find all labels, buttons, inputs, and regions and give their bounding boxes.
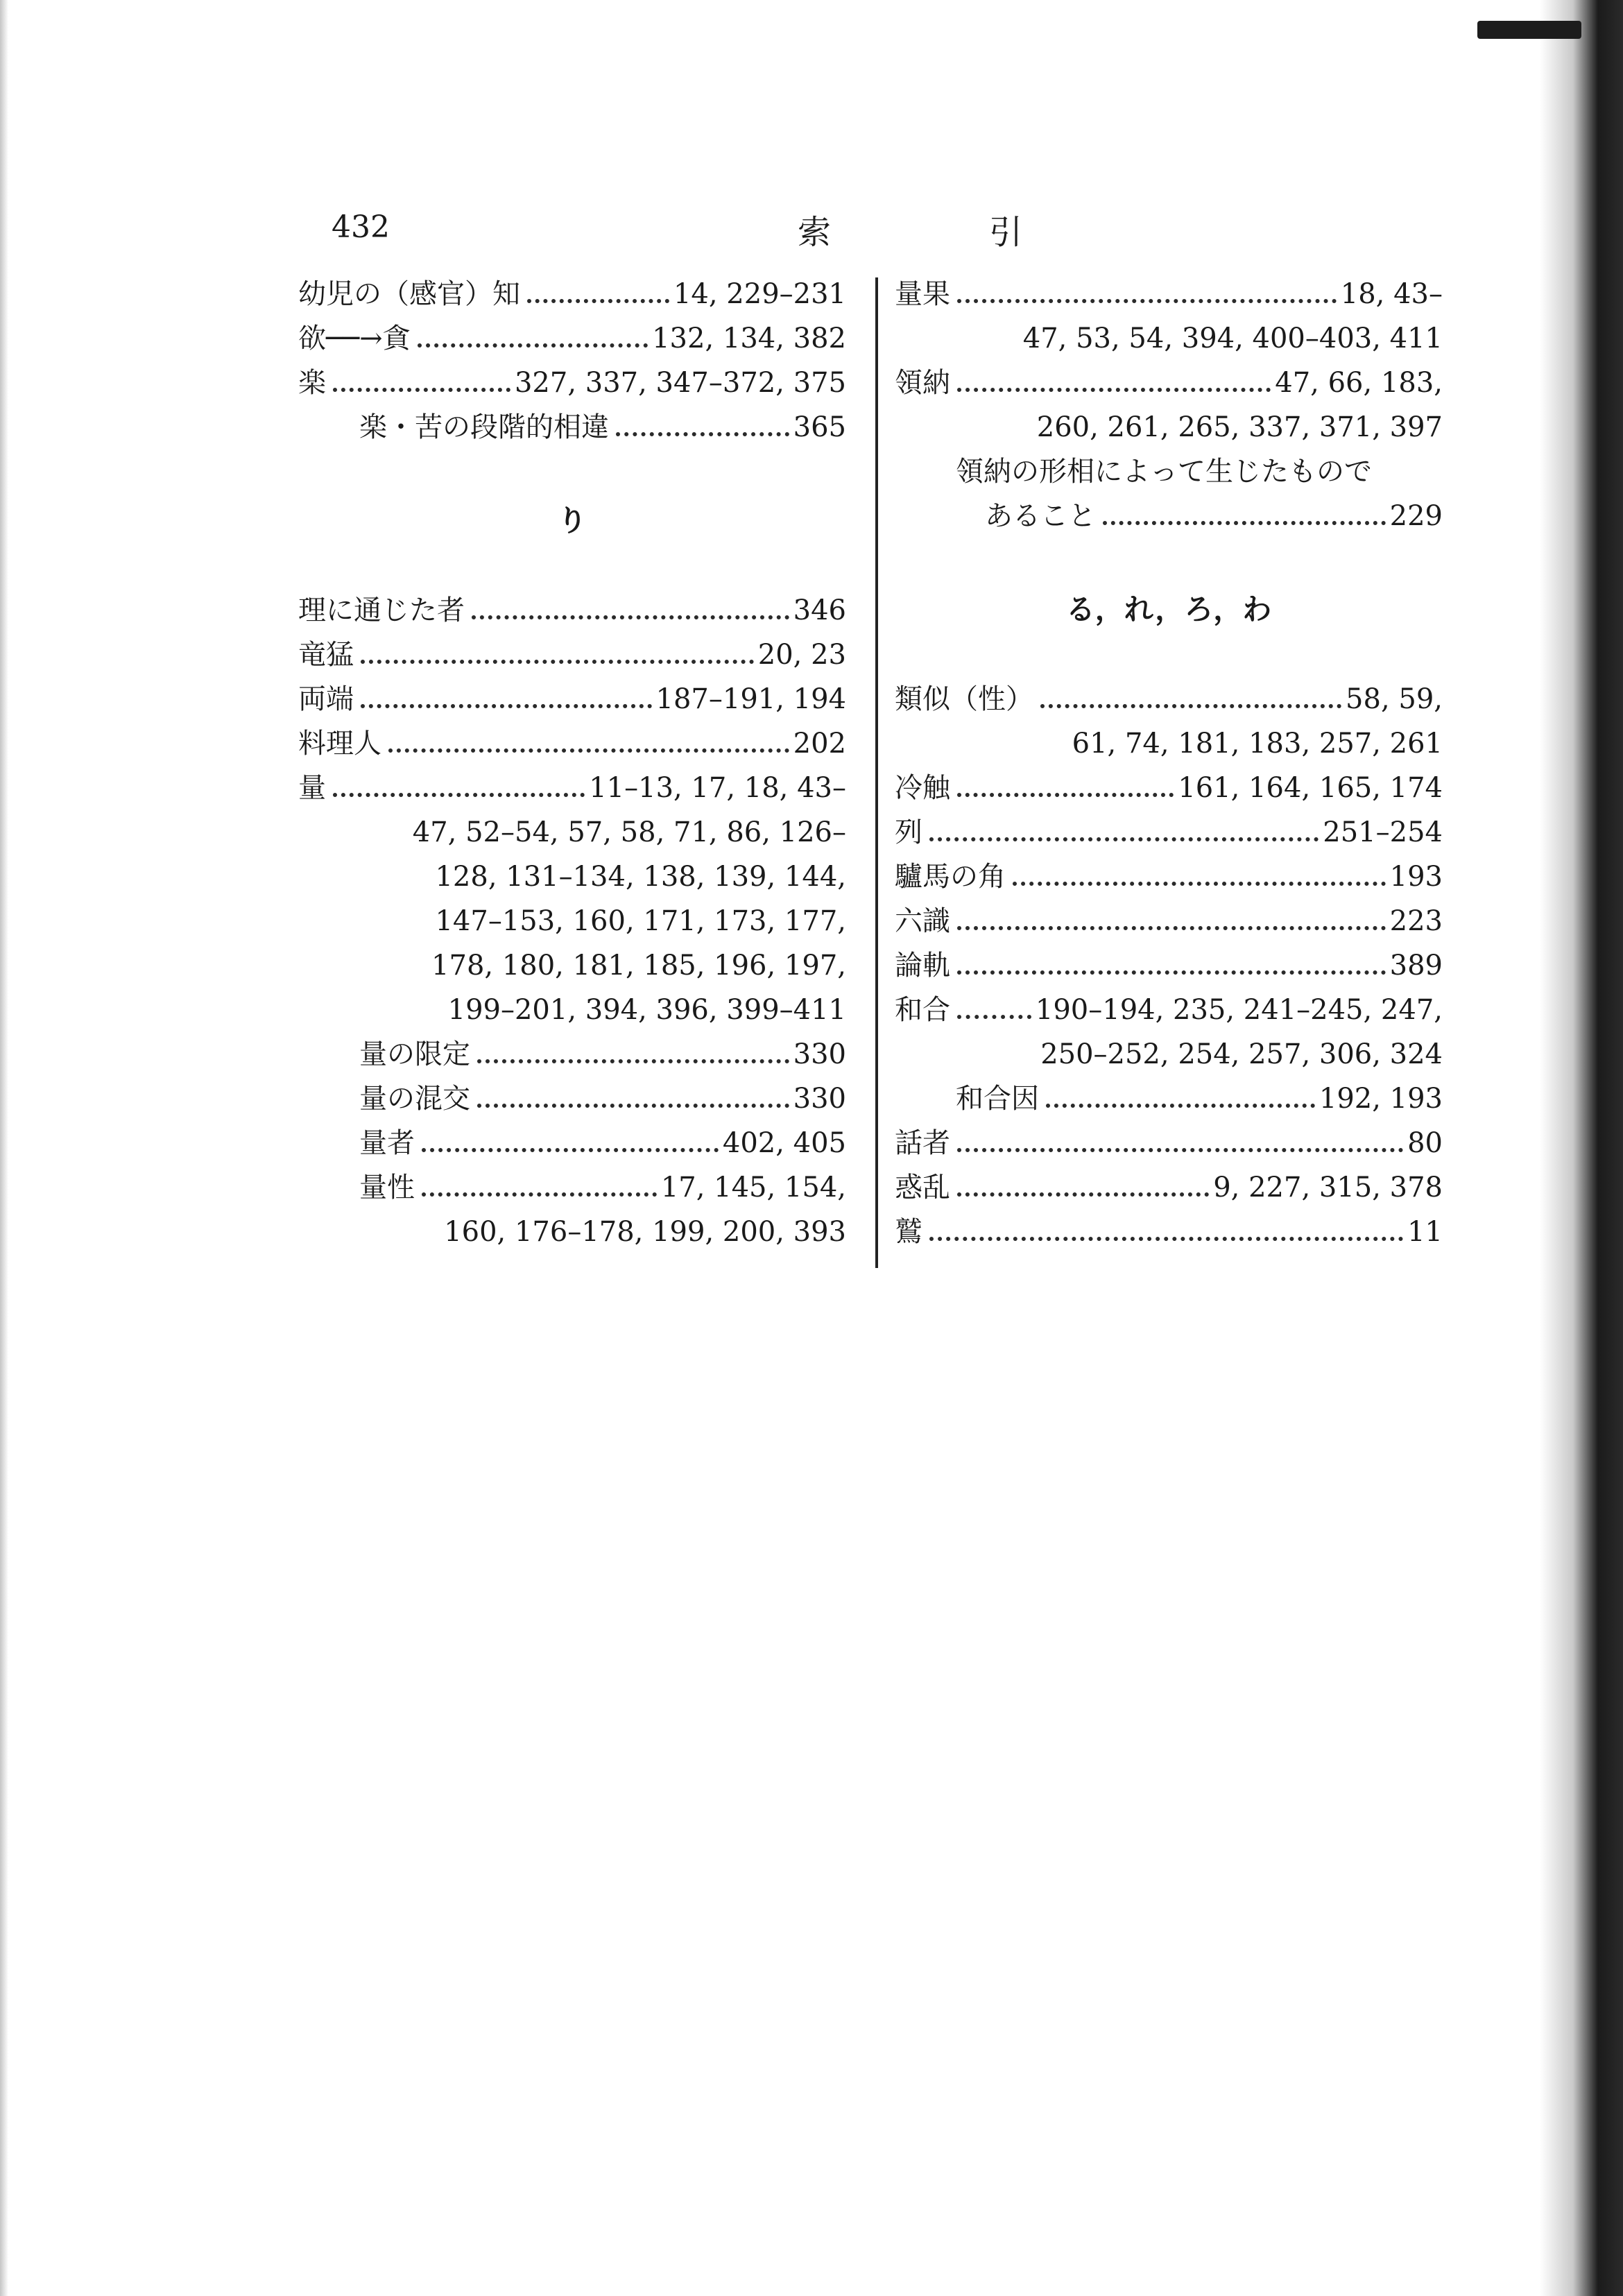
index-pages: 330 [793, 1083, 846, 1115]
index-subentry-line: 領納の形相によって生じたもので [956, 456, 1372, 488]
leader-dots [527, 299, 669, 303]
index-term: 領納 [895, 367, 950, 399]
pages-continuation: 47, 53, 54, 394, 400–403, 411 [1022, 323, 1443, 354]
index-term: 論軌 [895, 950, 950, 982]
index-term: 量者 [359, 1127, 415, 1159]
pages-continuation: 260, 261, 265, 337, 371, 397 [1036, 411, 1443, 443]
index-entry [298, 272, 846, 316]
index-pages: 202 [793, 728, 846, 760]
index-pages: 327, 337, 347–372, 375 [514, 367, 846, 399]
index-pages: 18, 43– [1340, 278, 1443, 310]
index-entry [895, 677, 1443, 721]
index-entry [895, 988, 1443, 1032]
index-term: 鷲 [895, 1216, 922, 1248]
section-heading-ru-re-ro-wa: る，れ，ろ，わ [1065, 592, 1272, 626]
pages-continuation: 250–252, 254, 257, 306, 324 [1040, 1038, 1443, 1070]
pages-continuation: 160, 176–178, 199, 200, 393 [444, 1216, 846, 1248]
index-term: 両端 [298, 683, 354, 715]
binding-shadow [1540, 0, 1623, 2296]
index-entry [298, 316, 846, 361]
index-term: 理に通じた者 [298, 594, 465, 626]
index-pages: 161, 164, 165, 174 [1178, 772, 1443, 804]
index-entry [895, 943, 1443, 988]
index-term: 和合 [895, 994, 950, 1026]
index-entry [895, 1121, 1443, 1165]
index-entry [895, 272, 1443, 316]
index-pages: 17, 145, 154, [660, 1172, 846, 1203]
page-number: 432 [332, 209, 390, 245]
index-term: 欲──→貪 [298, 323, 411, 354]
index-pages: 223 [1389, 905, 1443, 937]
index-entry [895, 766, 1443, 810]
leader-dots [957, 388, 1271, 392]
index-entry [298, 361, 846, 405]
index-pages: 47, 66, 183, [1275, 367, 1443, 399]
right-column [895, 272, 1443, 1254]
index-subentry [298, 1032, 846, 1077]
leader-dots [929, 1237, 1403, 1241]
index-subentry [298, 405, 846, 449]
leader-dots [616, 432, 789, 436]
index-subentry [895, 1077, 1443, 1121]
index-entry [895, 1210, 1443, 1254]
index-pages: 251–254 [1323, 816, 1443, 848]
index-term: 和合因 [956, 1083, 1039, 1115]
index-term: 竜猛 [298, 639, 354, 671]
pages-continuation: 147–153, 160, 171, 173, 177, [435, 905, 846, 937]
leader-dots [957, 1015, 1031, 1019]
scan-left-edge [0, 0, 8, 2296]
index-term: 量果 [895, 278, 950, 310]
leader-dots [1040, 704, 1341, 708]
leader-dots [388, 748, 789, 753]
column-divider [875, 277, 878, 1268]
pages-continuation: 47, 52–54, 57, 58, 71, 86, 126– [412, 816, 846, 848]
index-entry [895, 855, 1443, 899]
index-entry [895, 899, 1443, 943]
index-term: 楽・苦の段階的相違 [359, 411, 609, 443]
running-head: 索 引 [798, 213, 1085, 252]
leader-dots [333, 793, 585, 797]
leader-dots [957, 299, 1337, 303]
leader-dots [957, 1148, 1403, 1152]
leader-dots [1013, 882, 1386, 886]
pages-continuation: 128, 131–134, 138, 139, 144, [435, 861, 846, 893]
index-pages: 9, 227, 315, 378 [1213, 1172, 1443, 1203]
index-term: 料理人 [298, 728, 381, 760]
index-entry [298, 633, 846, 677]
leader-dots [929, 837, 1319, 841]
pages-continuation: 61, 74, 181, 183, 257, 261 [1072, 728, 1443, 760]
index-pages: 365 [793, 411, 846, 443]
index-pages: 20, 23 [757, 639, 846, 671]
leader-dots [957, 1192, 1209, 1197]
index-term: 量の混交 [359, 1083, 470, 1115]
index-term: 列 [895, 816, 922, 848]
index-subentry [895, 494, 1443, 538]
index-term: 楽 [298, 367, 326, 399]
leader-dots [361, 660, 754, 664]
index-term: 類似（性） [895, 683, 1033, 715]
index-term: 六識 [895, 905, 950, 937]
leader-dots [418, 343, 648, 348]
index-subentry [298, 1165, 846, 1210]
index-entry [298, 677, 846, 721]
left-column [298, 272, 846, 1254]
index-pages: 389 [1389, 950, 1443, 982]
index-pages: 187–191, 194 [655, 683, 846, 715]
index-term: 話者 [895, 1127, 950, 1159]
index-pages: 11–13, 17, 18, 43– [589, 772, 846, 804]
index-pages: 58, 59, [1346, 683, 1443, 715]
index-term: 量の限定 [359, 1038, 470, 1070]
leader-dots [1046, 1104, 1315, 1108]
index-subentry [298, 1121, 846, 1165]
index-pages: 190–194, 235, 241–245, 247, [1035, 994, 1443, 1026]
leader-dots [361, 704, 652, 708]
index-term: あること [985, 500, 1096, 532]
leader-dots [477, 1059, 789, 1063]
leader-dots [422, 1148, 719, 1152]
section-heading-ri: り [557, 504, 587, 538]
index-entry [895, 361, 1443, 405]
index-term: 量性 [359, 1172, 415, 1203]
leader-dots [422, 1192, 657, 1197]
index-pages: 229 [1389, 500, 1443, 532]
index-pages: 11 [1407, 1216, 1443, 1248]
index-entry [298, 721, 846, 766]
leader-dots [477, 1104, 789, 1108]
index-entry [298, 588, 846, 633]
leader-dots [957, 926, 1386, 930]
pages-continuation: 199–201, 394, 396, 399–411 [447, 994, 846, 1026]
index-term: 冷触 [895, 772, 950, 804]
index-pages: 346 [793, 594, 846, 626]
index-entry [298, 766, 846, 810]
index-pages: 402, 405 [722, 1127, 846, 1159]
index-pages: 193 [1389, 861, 1443, 893]
leader-dots [1103, 521, 1386, 525]
index-entry [895, 1165, 1443, 1210]
leader-dots [333, 388, 510, 392]
index-term: 量 [298, 772, 326, 804]
index-entry [895, 810, 1443, 855]
index-term: 驢馬の角 [895, 861, 1006, 893]
leader-dots [957, 793, 1174, 797]
index-subentry [298, 1077, 846, 1121]
index-term: 惑乱 [895, 1172, 950, 1203]
index-pages: 132, 134, 382 [652, 323, 846, 354]
index-pages: 14, 229–231 [673, 278, 846, 310]
index-pages: 192, 193 [1319, 1083, 1443, 1115]
leader-dots [957, 970, 1386, 975]
index-term: 幼児の（感官）知 [298, 278, 520, 310]
index-pages: 330 [793, 1038, 846, 1070]
leader-dots [472, 615, 789, 619]
index-pages: 80 [1407, 1127, 1443, 1159]
binding-clip [1477, 21, 1581, 39]
pages-continuation: 178, 180, 181, 185, 196, 197, [431, 950, 846, 982]
